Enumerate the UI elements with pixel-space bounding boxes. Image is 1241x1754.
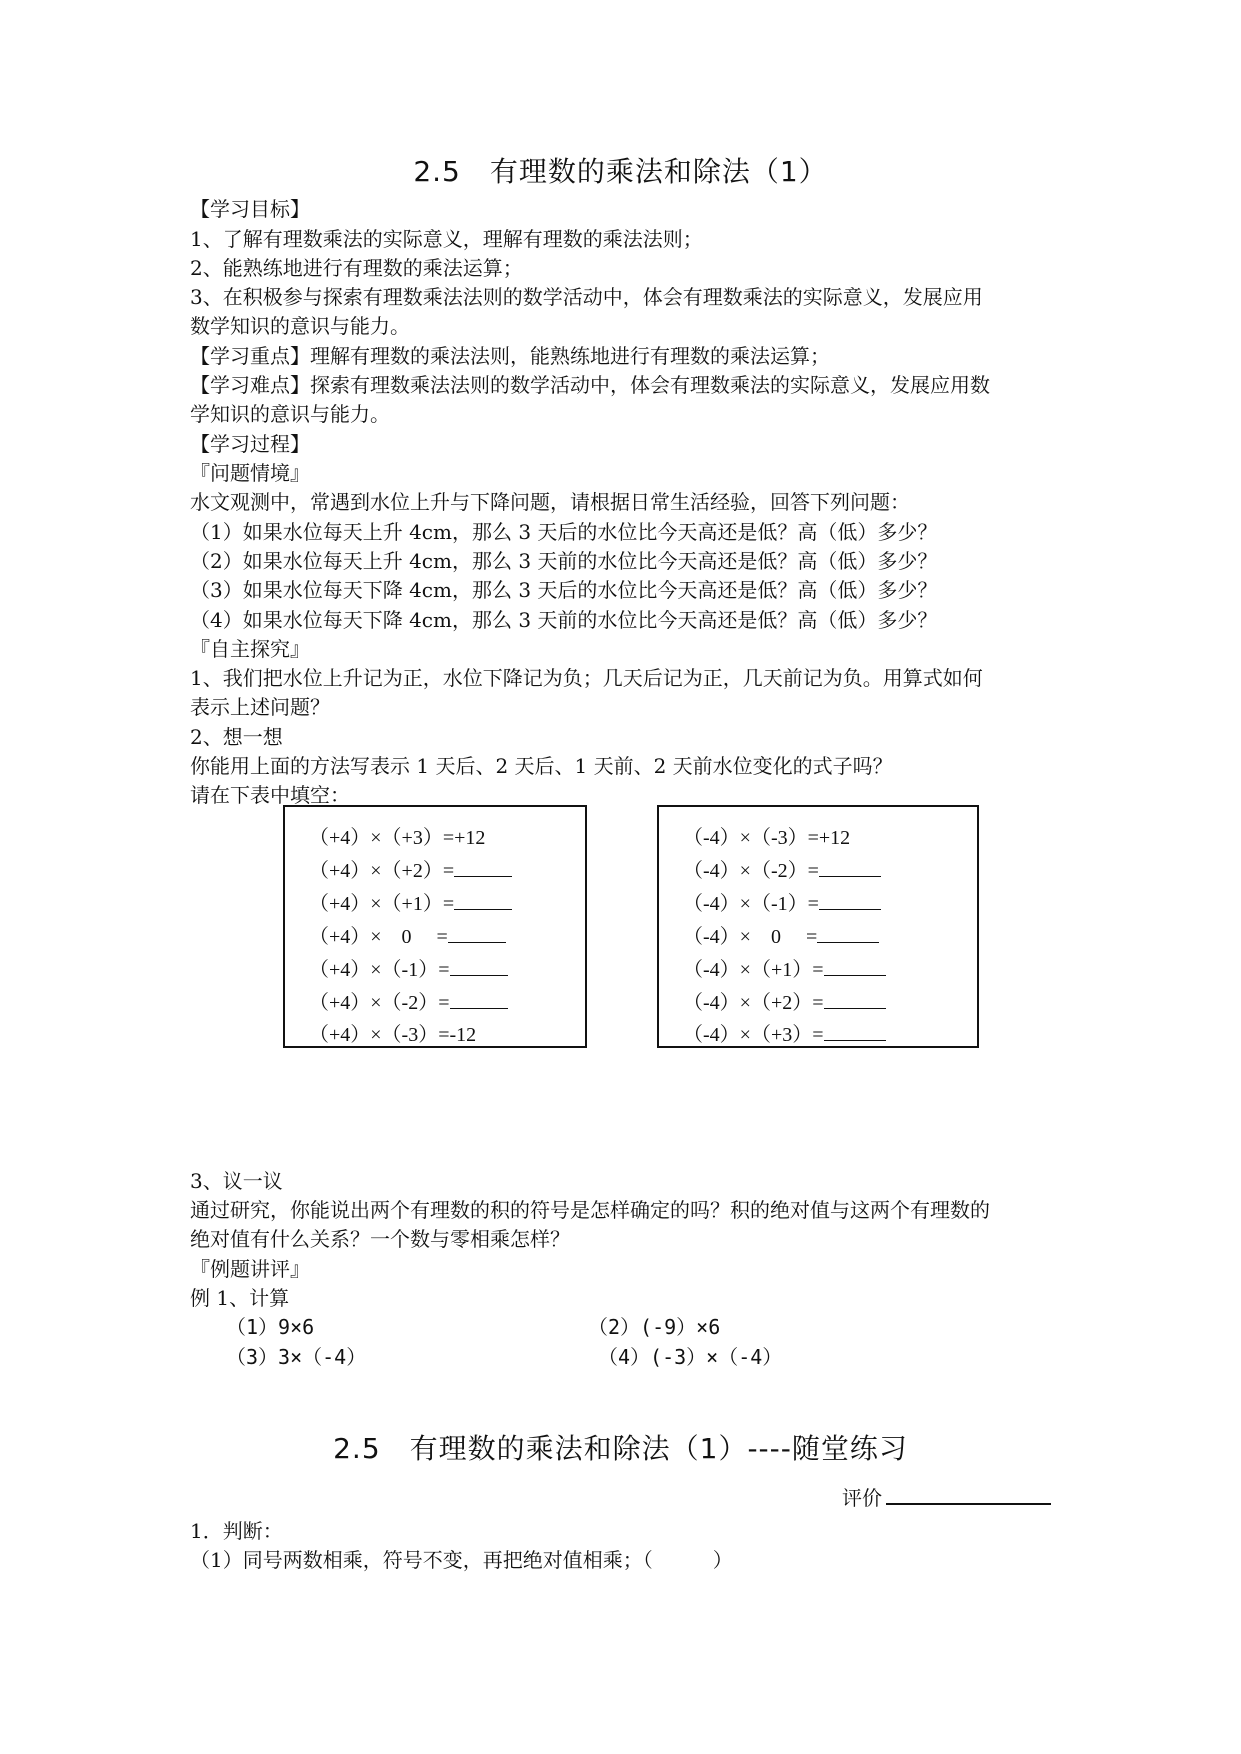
judge-heading: 1．判断： xyxy=(190,1519,283,1543)
judge-item: （1）同号两数相乘，符号不变，再把绝对值相乘；（ ） xyxy=(190,1548,733,1572)
table-row xyxy=(683,920,879,949)
discuss-text: 通过研究，你能说出两个有理数的积的符号是怎样确定的吗？积的绝对值与这两个有理数的 xyxy=(190,1198,990,1222)
answer-blank[interactable] xyxy=(454,858,512,877)
table-row xyxy=(683,854,881,883)
table-row xyxy=(309,887,512,916)
answer-blank[interactable] xyxy=(454,891,512,910)
answer-blank[interactable] xyxy=(450,990,508,1009)
row-expression: （+4）×（+1）= xyxy=(309,893,455,915)
example-item: （1）9×6 xyxy=(226,1315,315,1339)
answer-blank[interactable] xyxy=(824,957,886,976)
table-row xyxy=(309,854,512,883)
example-item: （2）(-9）×6 xyxy=(588,1315,721,1339)
row-expression: （+4）×（-1）= xyxy=(309,959,450,981)
difficulty: 【学习难点】探索有理数乘法法则的数学活动中，体会有理数乘法的实际意义，发展应用数 xyxy=(190,373,990,397)
row-expression: （+4）×（-3）= xyxy=(309,1024,450,1046)
right-fill-table xyxy=(657,805,979,1048)
objective-item-continued: 数学知识的意识与能力。 xyxy=(190,314,410,338)
explore-p1: 1、我们把水位上升记为正，水位下降记为负；几天后记为正，几天前记为负。用算式如何 xyxy=(190,666,983,690)
answer-blank[interactable] xyxy=(819,858,881,877)
table-row xyxy=(309,953,508,982)
examples-heading: 『例题讲评』 xyxy=(190,1257,310,1281)
answer-blank[interactable] xyxy=(824,1022,886,1041)
row-expression: （-4）×（-3）= xyxy=(683,827,819,849)
row-answer: -12 xyxy=(449,1024,477,1046)
row-expression: （+4）×（-2）= xyxy=(309,992,450,1014)
key-point: 【学习重点】理解有理数的乘法法则，能熟练地进行有理数的乘法运算； xyxy=(190,344,830,368)
answer-blank[interactable] xyxy=(817,924,879,943)
explore-heading: 『自主探究』 xyxy=(190,637,310,661)
think-heading: 2、想一想 xyxy=(190,725,283,749)
table-row xyxy=(683,821,850,850)
row-expression: （-4）× 0 = xyxy=(683,926,818,948)
row-expression: （+4）×（+3）= xyxy=(309,827,455,849)
rating-label: 评价 xyxy=(842,1486,882,1510)
example-item: （4）(-3）×（-4） xyxy=(598,1345,783,1369)
example-1-label: 例 1、计算 xyxy=(190,1286,290,1310)
table-row xyxy=(309,986,508,1015)
row-expression: （-4）×（-1）= xyxy=(683,893,819,915)
rating-blank[interactable] xyxy=(886,1483,1051,1505)
answer-blank[interactable] xyxy=(824,990,886,1009)
row-expression: （-4）×（+3）= xyxy=(683,1024,824,1046)
table-row xyxy=(683,1018,886,1047)
discuss-heading: 3、议一议 xyxy=(190,1169,283,1193)
objective-item: 3、在积极参与探索有理数乘法法则的数学活动中，体会有理数乘法的实际意义，发展应用 xyxy=(190,285,983,309)
table-row xyxy=(683,953,886,982)
example-item: （3）3×（-4） xyxy=(226,1345,367,1369)
think-text: 你能用上面的方法写表示 1 天后、2 天后、1 天前、2 天前水位变化的式子吗？ xyxy=(190,754,893,778)
table-row xyxy=(683,887,881,916)
row-expression: （+4）×（+2）= xyxy=(309,860,455,882)
fill-instruction: 请在下表中填空： xyxy=(190,783,350,807)
scenario-heading: 『问题情境』 xyxy=(190,461,310,485)
row-answer: +12 xyxy=(454,827,486,849)
process-heading: 【学习过程】 xyxy=(190,432,310,456)
table-row xyxy=(683,986,886,1015)
table-row xyxy=(309,920,506,949)
rating-field xyxy=(842,1483,1051,1511)
row-answer: +12 xyxy=(818,827,851,849)
scenario-question: （3）如果水位每天下降 4cm，那么 3 天后的水位比今天高还是低？高（低）多少？ xyxy=(190,578,938,602)
row-expression: （+4）× 0 = xyxy=(309,926,448,948)
answer-blank[interactable] xyxy=(450,957,508,976)
discuss-text-continued: 绝对值有什么关系？一个数与零相乘怎样？ xyxy=(190,1227,570,1251)
objectives-heading: 【学习目标】 xyxy=(190,197,310,221)
scenario-question: （2）如果水位每天上升 4cm，那么 3 天前的水位比今天高还是低？高（低）多少？ xyxy=(190,549,938,573)
scenario-question: （4）如果水位每天下降 4cm，那么 3 天前的水位比今天高还是低？高（低）多少？ xyxy=(190,608,938,632)
table-row xyxy=(309,821,485,850)
difficulty-continued: 学知识的意识与能力。 xyxy=(190,402,390,426)
row-expression: （-4）×（+2）= xyxy=(683,992,824,1014)
answer-blank[interactable] xyxy=(448,924,506,943)
scenario-question: （1）如果水位每天上升 4cm，那么 3 天后的水位比今天高还是低？高（低）多少？ xyxy=(190,520,938,544)
practice-title: 2.5 有理数的乘法和除法（1）----随堂练习 xyxy=(333,1432,908,1465)
page-title: 2.5 有理数的乘法和除法（1） xyxy=(413,155,828,188)
row-expression: （-4）×（-2）= xyxy=(683,860,819,882)
scenario-intro: 水文观测中，常遇到水位上升与下降问题，请根据日常生活经验，回答下列问题： xyxy=(190,490,910,514)
objective-item: 1、了解有理数乘法的实际意义，理解有理数的乘法法则； xyxy=(190,227,703,251)
explore-p1-continued: 表示上述问题？ xyxy=(190,695,330,719)
table-row xyxy=(309,1018,476,1047)
left-fill-table xyxy=(283,805,587,1048)
row-expression: （-4）×（+1）= xyxy=(683,959,824,981)
objective-item: 2、能熟练地进行有理数的乘法运算； xyxy=(190,256,523,280)
answer-blank[interactable] xyxy=(819,891,881,910)
